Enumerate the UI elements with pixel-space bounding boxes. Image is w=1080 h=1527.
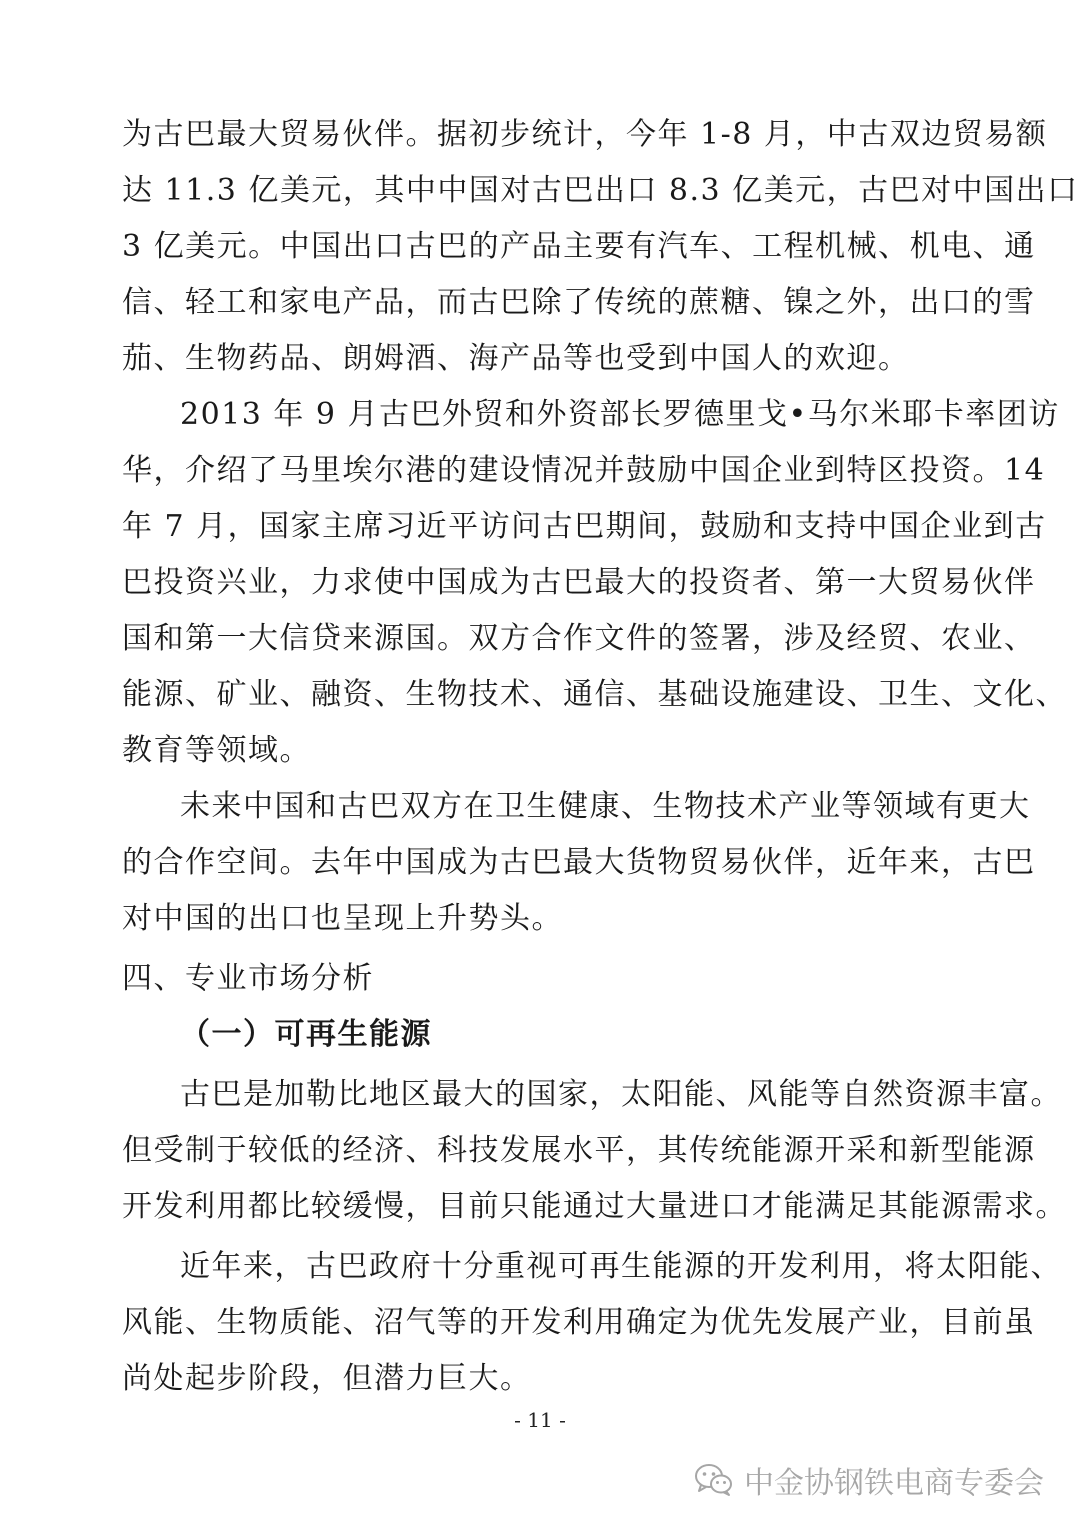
paragraph-line: 但受制于较低的经济、科技发展水平，其传统能源开采和新型能源 bbox=[122, 1133, 1036, 1168]
paragraph-line: 3 亿美元。中国出口古巴的产品主要有汽车、工程机械、机电、通 bbox=[122, 229, 1036, 264]
paragraph-line: 的合作空间。去年中国成为古巴最大货物贸易伙伴，近年来，古巴 bbox=[122, 845, 1036, 880]
paragraph-line: 信、轻工和家电产品，而古巴除了传统的蔗糖、镍之外，出口的雪 bbox=[122, 285, 1036, 320]
watermark-text: 中金协钢铁电商专委会 bbox=[744, 1466, 1044, 1501]
paragraph-line: 茄、生物药品、朗姆酒、海产品等也受到中国人的欢迎。 bbox=[122, 341, 910, 376]
paragraph-line: 对中国的出口也呈现上升势头。 bbox=[122, 901, 563, 936]
page-number: - 11 - bbox=[514, 1408, 566, 1432]
section-heading: 四、专业市场分析 bbox=[122, 961, 374, 996]
paragraph-line: 华，介绍了马里埃尔港的建设情况并鼓励中国企业到特区投资。14 bbox=[122, 453, 1046, 488]
paragraph-line: 2013 年 9 月古巴外贸和外资部长罗德里戈•马尔米耶卡率团访 bbox=[180, 397, 1060, 432]
paragraph-line: 国和第一大信贷来源国。双方合作文件的签署，涉及经贸、农业、 bbox=[122, 621, 1036, 656]
paragraph-line: 尚处起步阶段，但潜力巨大。 bbox=[122, 1361, 532, 1396]
paragraph-line: 风能、生物质能、沼气等的开发利用确定为优先发展产业，目前虽 bbox=[122, 1305, 1036, 1340]
paragraph-line: 为古巴最大贸易伙伴。据初步统计，今年 1-8 月，中古双边贸易额 bbox=[122, 117, 1048, 152]
paragraph-line: 近年来，古巴政府十分重视可再生能源的开发利用，将太阳能、 bbox=[180, 1249, 1062, 1284]
paragraph-line: 年 7 月，国家主席习近平访问古巴期间，鼓励和支持中国企业到古 bbox=[122, 509, 1047, 544]
paragraph-line: 古巴是加勒比地区最大的国家，太阳能、风能等自然资源丰富。 bbox=[180, 1077, 1062, 1112]
paragraph-line: 未来中国和古巴双方在卫生健康、生物技术产业等领域有更大 bbox=[180, 789, 1031, 824]
wechat-icon bbox=[694, 1463, 734, 1497]
paragraph-line: 巴投资兴业，力求使中国成为古巴最大的投资者、第一大贸易伙伴 bbox=[122, 565, 1036, 600]
subsection-heading: （一）可再生能源 bbox=[180, 1017, 432, 1052]
paragraph-line: 能源、矿业、融资、生物技术、通信、基础设施建设、卫生、文化、 bbox=[122, 677, 1067, 712]
watermark bbox=[694, 1458, 1044, 1502]
paragraph-line: 开发利用都比较缓慢，目前只能通过大量进口才能满足其能源需求。 bbox=[122, 1189, 1067, 1224]
paragraph-line: 达 11.3 亿美元，其中中国对古巴出口 8.3 亿美元，古巴对中国出口 bbox=[122, 173, 1079, 208]
paragraph-line: 教育等领域。 bbox=[122, 733, 311, 768]
